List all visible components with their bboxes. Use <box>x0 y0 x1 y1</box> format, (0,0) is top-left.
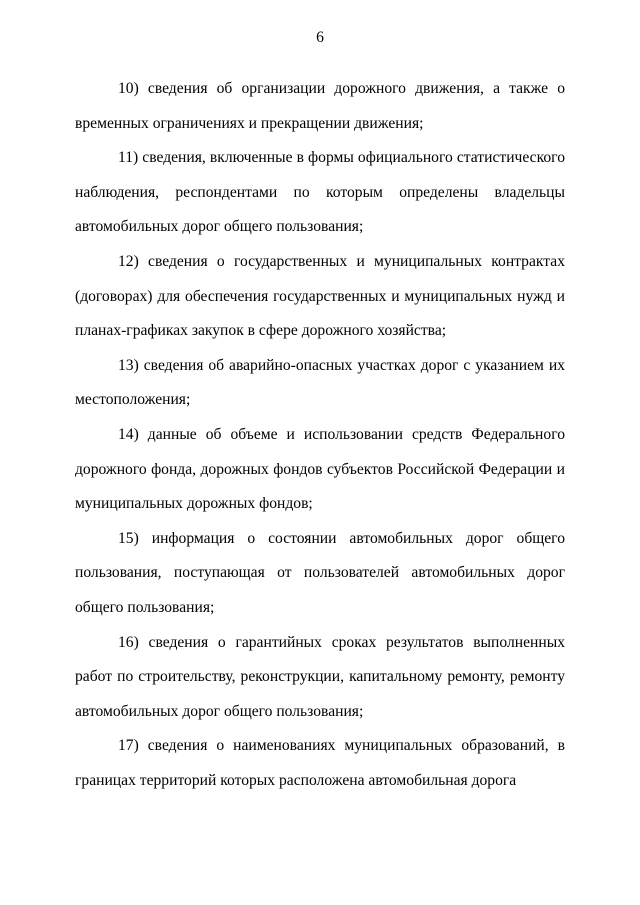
paragraph-item-12: 12) сведения о государственных и муниципальных контрактах (договорах) для обеспечения государственных и муниципальных нужд и планах-графиках закупок в сфере дорожного хозяйства; <box>75 252 565 340</box>
paragraph-item-16: 16) сведения о гарантийных сроках результатов выполненных работ по строительству, реконструкции, капитальному ремонту, ремонту автомобильных дорог общего пользования; <box>75 633 565 720</box>
paragraph-item-11: 11) сведения, включенные в формы официального статистического наблюдения, респондентами по которым определены владельцы автомобильных дорог общего пользования; <box>75 149 565 236</box>
paragraph-item-14: 14) данные об объеме и использовании средств Федерального дорожного фонда, дорожных фондов субъектов Российской Федерации и муниципальных дорожных фондов; <box>75 425 565 513</box>
page-number: 6 <box>316 29 324 46</box>
paragraph-item-10: 10) сведения об организации дорожного движения, а также о временных ограничениях и прекращении движения; <box>75 80 565 132</box>
paragraph-item-17: 17) сведения о наименованиях муниципальных образований, в границах территорий которых расположена автомобильная дорога <box>75 737 565 789</box>
document-body <box>75 72 565 798</box>
paragraph-item-15: 15) информация о состоянии автомобильных дорог общего пользования, поступающая от пользователей автомобильных дорог общего пользования; <box>75 529 565 616</box>
paragraph-item-13: 13) сведения об аварийно-опасных участках дорог с указанием их местоположения; <box>75 356 565 409</box>
